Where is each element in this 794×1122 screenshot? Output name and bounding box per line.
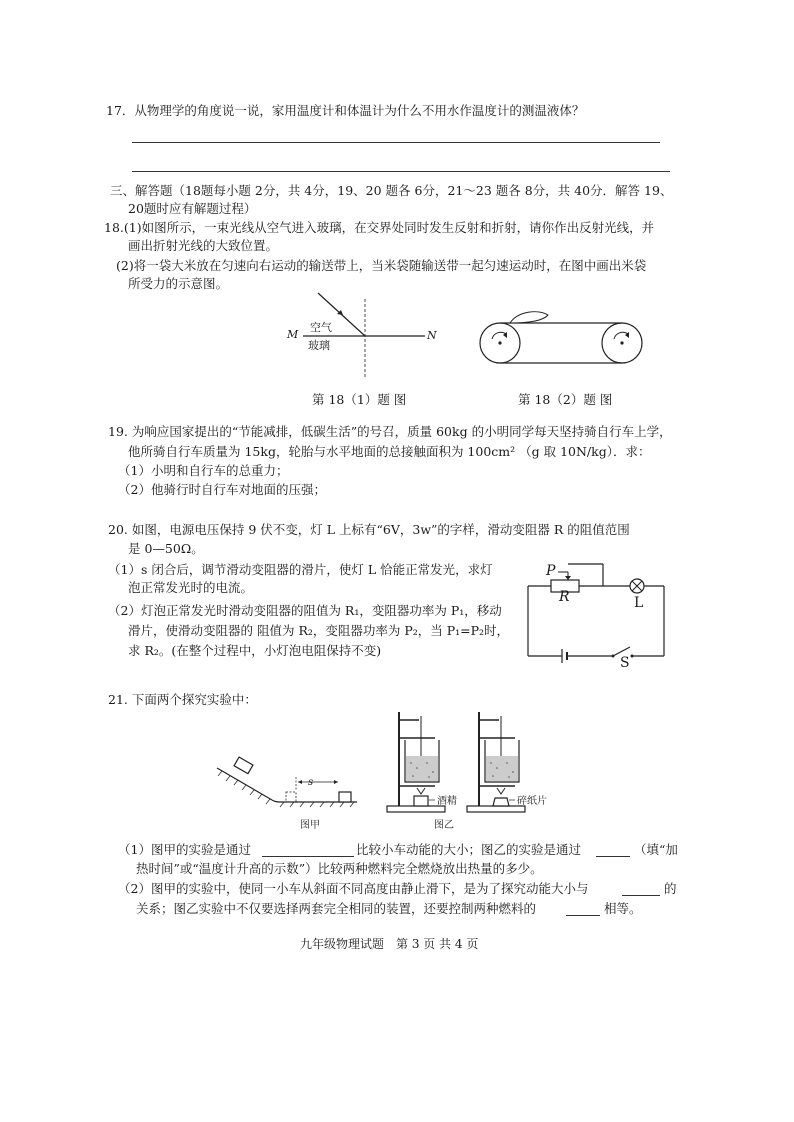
label-R: R — [559, 589, 570, 605]
section-title: 三、解答题（18题每小题 2分，共 4分，19、20 题各 6分，21～23 题各 8分，共 40分．解答 19、 — [110, 183, 673, 198]
blank-line — [622, 895, 660, 896]
q21-sub1-d: 热时间”或“温度计升高的示数”）比较两种燃料完全燃烧放出热量的多少。 — [136, 861, 543, 876]
refraction-figure — [285, 285, 445, 380]
label-M: M — [287, 328, 299, 341]
label-P: P — [546, 563, 556, 579]
figure-caption: 第 18（1）题 图 — [312, 392, 407, 407]
figure-caption: 第 18（2）题 图 — [518, 392, 613, 407]
blank-line — [566, 915, 600, 916]
q21-sub2-d: 相等。 — [604, 901, 642, 916]
q21-sub1-c: （填“加 — [634, 842, 678, 857]
page-footer: 九年级物理试题 第 3 页 共 4 页 — [300, 937, 479, 951]
q21-sub1-a: （1）图甲的实验是通过 — [118, 842, 251, 857]
q21-sub2-b: 的 — [664, 881, 677, 896]
answer-line — [132, 171, 670, 172]
q20-sub2-cont2: 求 R₂。(在整个过程中，小灯泡电阻保持不变) — [128, 643, 382, 658]
q20-sub1-cont: 泡正常发光时的电流。 — [128, 580, 254, 595]
label-alcohol: 酒精 — [437, 796, 457, 807]
label-L: L — [634, 595, 644, 611]
q20-text: 20. 如图，电源电压保持 9 伏不变，灯 L 上标有“6V，3w”的字样，滑动变阻器 R 的阻值范围 — [108, 522, 630, 537]
q21-text: 21. 下面两个探究实验中： — [108, 692, 257, 707]
q20-sub1: （1）s 闭合后，调节滑动变阻器的滑片，使灯 L 恰能正常发光，求灯 — [108, 562, 493, 577]
ramp-figure — [212, 760, 362, 815]
q17-text: 17．从物理学的角度说一说，家用温度计和体温计为什么不用水作温度计的测温液体？ — [106, 103, 585, 118]
section-title-cont: 20题时应有解题过程） — [128, 201, 257, 216]
q20-sub2: （2）灯泡正常发光时滑动变阻器的阻值为 R₁，变阻器功率为 P₁，移动 — [108, 603, 502, 618]
figure-caption: 图乙 — [434, 820, 454, 831]
q18-part2-cont: 所受力的示意图。 — [128, 276, 229, 291]
q18-part1-cont: 画出折射光线的大致位置。 — [128, 238, 279, 253]
label-paper: 碎纸片 — [517, 796, 547, 807]
q20-text-cont: 是 0—50Ω。 — [128, 541, 204, 556]
blank-line — [596, 856, 630, 857]
q20-sub2-cont: 滑片，使滑动变阻器的 阻值为 R₂，变阻器功率为 P₂，当 P₁=P₂时， — [128, 623, 510, 638]
figure-caption: 图甲 — [300, 820, 320, 831]
label-glass: 玻璃 — [308, 339, 330, 352]
q19-sub1: （1）小明和自行车的总重力； — [118, 463, 289, 478]
blank-line — [262, 856, 354, 857]
q19-text: 19. 为响应国家提出的“节能减排，低碳生活”的号召，质量 60kg 的小明同学每天坚持骑自行车上学， — [108, 424, 672, 439]
q21-sub1-b: 比较小车动能的大小；图乙的实验是通过 — [356, 842, 582, 857]
q19-text-cont: 他所骑自行车质量为 15kg，轮胎与水平地面的总接触面积为 100cm² （g 取 10N/kg）．求： — [128, 444, 651, 459]
q21-sub2-a: （2）图甲的实验中，使同一小车从斜面不同高度由静止滑下，是为了探究动能大小与 — [118, 881, 589, 896]
q19-sub2: （2）他骑行时自行车对地面的压强； — [118, 482, 326, 497]
label-s: s — [308, 777, 314, 788]
circuit-diagram — [520, 558, 670, 668]
q18-part1: 18.(1)如图所示，一束光线从空气进入玻璃，在交界处同时发生反射和折射，请你作出反射光线，并 — [104, 220, 655, 235]
label-S: S — [620, 655, 630, 671]
label-N: N — [427, 329, 437, 342]
q21-sub2-c: 关系；图乙实验中不仅要选择两套完全相同的装置，还要控制两种燃料的 — [136, 901, 537, 916]
label-air: 空气 — [310, 321, 332, 334]
q18-part2: (2)将一袋大米放在匀速向右运动的输送带上，当米袋随输送带一起匀速运动时，在图中画出米袋 — [116, 258, 647, 273]
answer-line — [132, 142, 660, 143]
conveyor-figure — [478, 305, 648, 375]
